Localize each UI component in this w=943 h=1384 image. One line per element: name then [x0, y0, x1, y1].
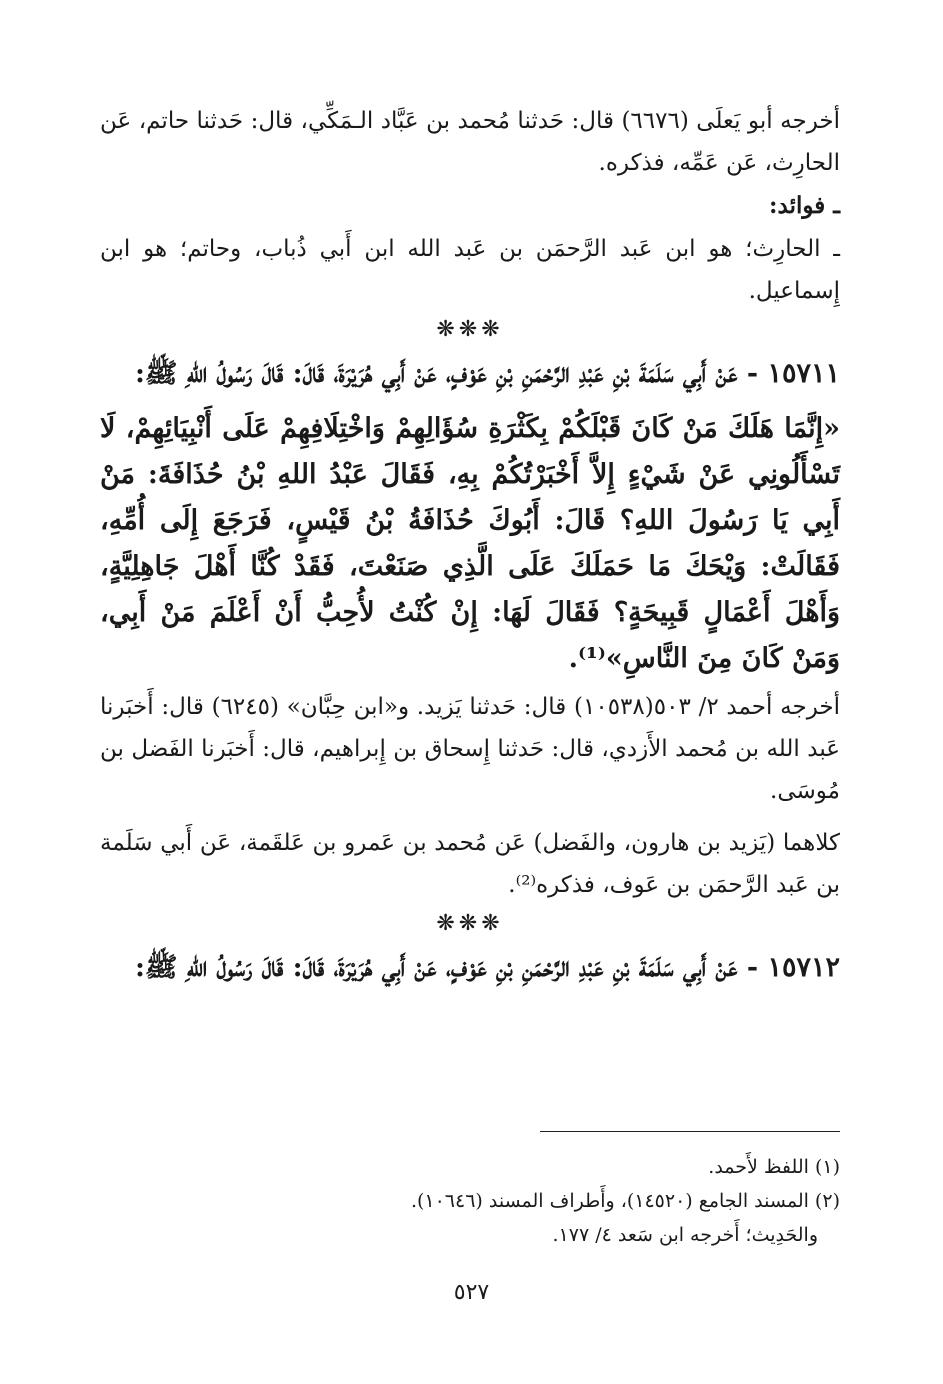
footnote-divider — [540, 1131, 840, 1132]
hadith-15711-heading: ١٥٧١١ - عَنْ أَبِي سَلَمَةَ بْنِ عَبْدِ الرَّحْمَنِ بْنِ عَوْفٍ، عَنْ أَبِي هُرَيْرَةَ، قَالَ: قَالَ رَسُولُ اللهِ ﷺ: — [134, 358, 840, 389]
page-body — [100, 100, 840, 994]
footnotes — [100, 1150, 840, 1252]
source-line: أخرجه أبو يَعلَى (٦٦٧٦) قال: حَدثنا مُحمد بن عَبَّاد الـمَكِّي، قال: حَدثنا حاتم، عَن الحارِث، عَن عَمِّه، فذكره. — [100, 108, 840, 176]
benefits-text: ـ الحارِث؛ هو ابن عَبد الرَّحمَن بن عَبد الله ابن أَبي ذُباب، وحاتم؛ هو ابن إِسماعيل. — [100, 236, 840, 304]
hadith-15711-matn: «إِنَّمَا هَلَكَ مَنْ كَانَ قَبْلَكُمْ بِكَثْرَةِ سُؤَالِهِمْ وَاخْتِلَافِهِمْ عَلَى أَنْبِيَائِهِمْ، لَا تَسْأَلُونِي عَنْ شَيْءٍ إِلاَّ أَخْبَرْتُكُمْ بِهِ، فَقَالَ عَبْدُ اللهِ بْنُ حُذَافَةَ: مَنْ أَبِي يَا رَسُولَ اللهِ؟ قَالَ: أَبُوكَ حُذَافَةُ بْنُ قَيْسٍ، فَرَجَعَ إِلَى أُمِّهِ، فَقَالَتْ: وَيْحَكَ مَا حَمَلَكَ عَلَى الَّذِي صَنَعْتَ، فَقَدْ كُنَّا أَهْلَ جَاهِلِيَّةٍ، وَأَهْلَ أَعْمَالٍ قَبِيحَةٍ؟ فَقَالَ لَهَا: إِنْ كُنْتُ لأُحِبُّ أَنْ أَعْلَمَ مَنْ أَبِي، وَمَنْ كَانَ مِنَ النَّاسِ»⁽¹⁾. — [100, 413, 840, 674]
hadith-15711-source-1: أخرجه أحمد ٢/ ٥٠٣(١٠٥٣٨) قال: حَدثنا يَزيد. و«ابن حِبَّان» (٦٢٤٥) قال: أَخبَرنا عَبد الله بن مُحمد الأَزدي، قال: حَدثنا إِسحاق بن إِبراهيم، قال: أَخبَرنا الفَضل بن مُوسَى. — [100, 694, 840, 804]
section-separator-2: ❋❋❋ — [436, 911, 504, 936]
hadith-15712-heading: ١٥٧١٢ - عَنْ أَبِي سَلَمَةَ بْنِ عَبْدِ الرَّحْمَنِ بْنِ عَوْفٍ، عَنْ أَبِي هُرَيْرَةَ، قَالَ: قَالَ رَسُولُ اللهِ ﷺ: — [134, 952, 840, 983]
page-number: ٥٢٧ — [453, 1280, 490, 1305]
footnote-1: (١) اللفظ لأَحمد. — [708, 1156, 840, 1178]
footnote-2: (٢) المسند الجامع (١٤٥٢٠)، وأَطراف المسند (١٠٦٤٦). — [410, 1190, 840, 1212]
section-separator-1: ❋❋❋ — [436, 317, 504, 342]
hadith-15711-source-2: كلاهما (يَزيد بن هارون، والفَضل) عَن مُحمد بن عَمرو بن عَلقَمة، عَن أَبي سَلَمة بن عَبد الرَّحمَن بن عَوف، فذكره⁽²⁾. — [100, 830, 840, 898]
footnote-2-continuation: والحَدِيث؛ أَخرجه ابن سَعد ٤/ ١٧٧. — [552, 1224, 818, 1246]
benefits-heading: ـ فوائد: — [769, 192, 840, 219]
